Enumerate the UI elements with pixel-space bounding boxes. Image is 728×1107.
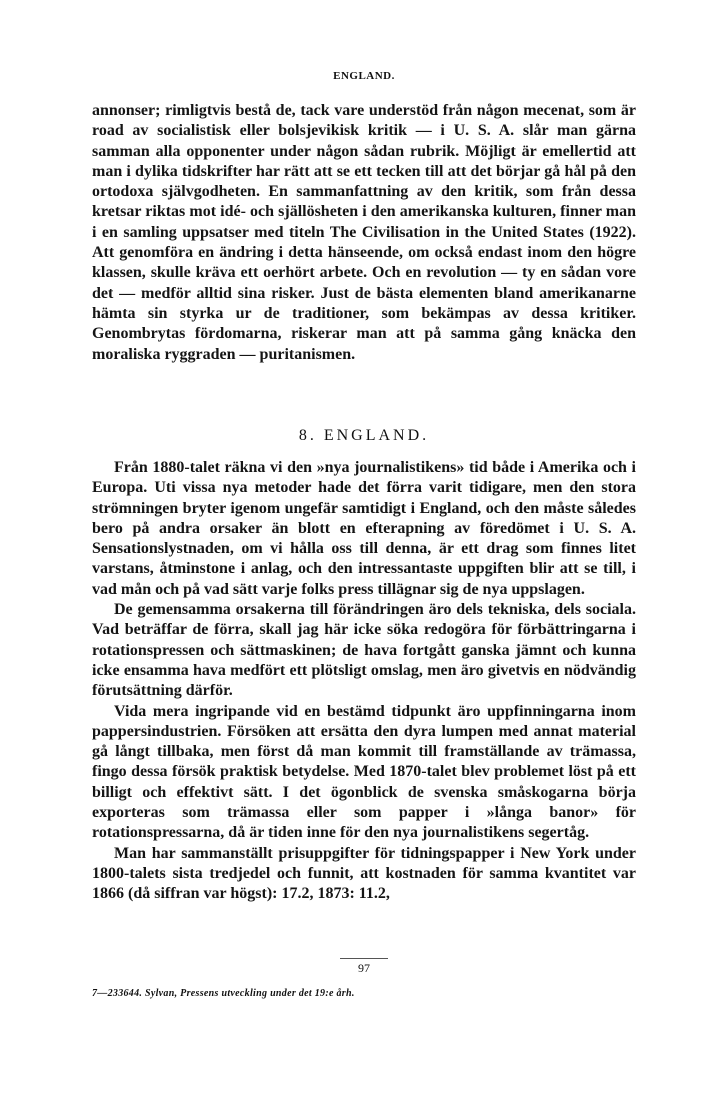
section-heading: 8. ENGLAND. — [298, 427, 430, 444]
paragraph: De gemensamma orsakerna till förändringen äro dels tekniska, dels sociala. Vad beträffar de förra, skall jag här icke söka redogöra för förbättringarna i rotationspressen och sättmaskinen; de hava fortgått ganska jämnt och kunna icke ensamma hava medfört ett plötsligt omslag, men äro givetvis en nödvändig förutsättning därför. — [92, 601, 636, 700]
page-number: 97 — [358, 961, 370, 975]
paragraph: Från 1880-talet räkna vi den »nya journalistikens» tid både i Amerika och i Europa. Uti vissa nya metoder hade det förra varit tidigare, men den stora strömningen bryter igenom ungefär samtidigt i England, och den måste således bero på andra orsaker än blott en efterapning av föredömet i U. S. A. Sensationslystnaden, om vi hålla oss till denna, är ett drag som finnes litet varstans, åtminstone i anlag, och den intressantaste uppgiften blir att se till, i vad mån och på vad sätt varje folks press tillägnar sig de nya uppslagen. — [92, 459, 636, 598]
page-number-rule — [340, 958, 388, 959]
text-block-top — [92, 101, 636, 365]
paragraph: Vida mera ingripande vid en bestämd tidpunkt äro uppfinningarna inom pappersindustrien. Försöken att ersätta den dyra lumpen med annat material gå långt tillbaka, men först då man kommit till framställande av trämassa, fingo dessa försök praktisk betydelse. Med 1870-talet blev problemet löst på ett billigt och effektivt sätt. I det ögonblick de svenska småskogarna börja exporteras som trämassa eller som papper i »långa banor» för rotationspressarna, då är tiden inne för den nya journalistikens segertåg. — [92, 702, 636, 842]
paragraph: annonser; rimligtvis bestå de, tack vare understöd från någon mecenat, som är road av socialistisk eller bolsjevikisk kritik — i U. S. A. slår man gärna samman alla opponenter under någon sådan rubrik. Möjligt är emellertid att man i dylika tidskrifter har rätt att se ett tecken till att det börjar gå hål på den ortodoxa självgodheten. En sammanfattning av den kritik, som från dessa kretsar riktas mot idé- och själlösheten i den amerikanska kulturen, finner man i en samling uppsatser med titeln The Civilisation in the United States (1922). Att genomföra en ändring i detta hänseende, om också endast inom den högre klassen, skulle kräva ett oerhört arbete. Och en revolution — ty en sådan vore det — medför alltid sina risker. Just de bästa elementen bland amerikanarne hämta sin styrka ur de traditioner, som bekämpas av dessa kritiker. Genombrytas fördomarna, riskerar man att på samma gång knäcka den moraliska ryggraden — puritanismen. — [92, 102, 636, 363]
text-block-main — [92, 458, 636, 905]
footer-signature: 7—233644. Sylvan, Pressens utveckling under det 19:e årh. — [92, 988, 355, 999]
running-head: ENGLAND. — [333, 70, 395, 82]
paragraph: Man har sammanställt prisuppgifter för tidningspapper i New York under 1800-talets sista tredjedel och funnit, att kostnaden för samma kvantitet var 1866 (då siffran var högst): 17.2, 1873: 11.2, — [92, 844, 636, 903]
